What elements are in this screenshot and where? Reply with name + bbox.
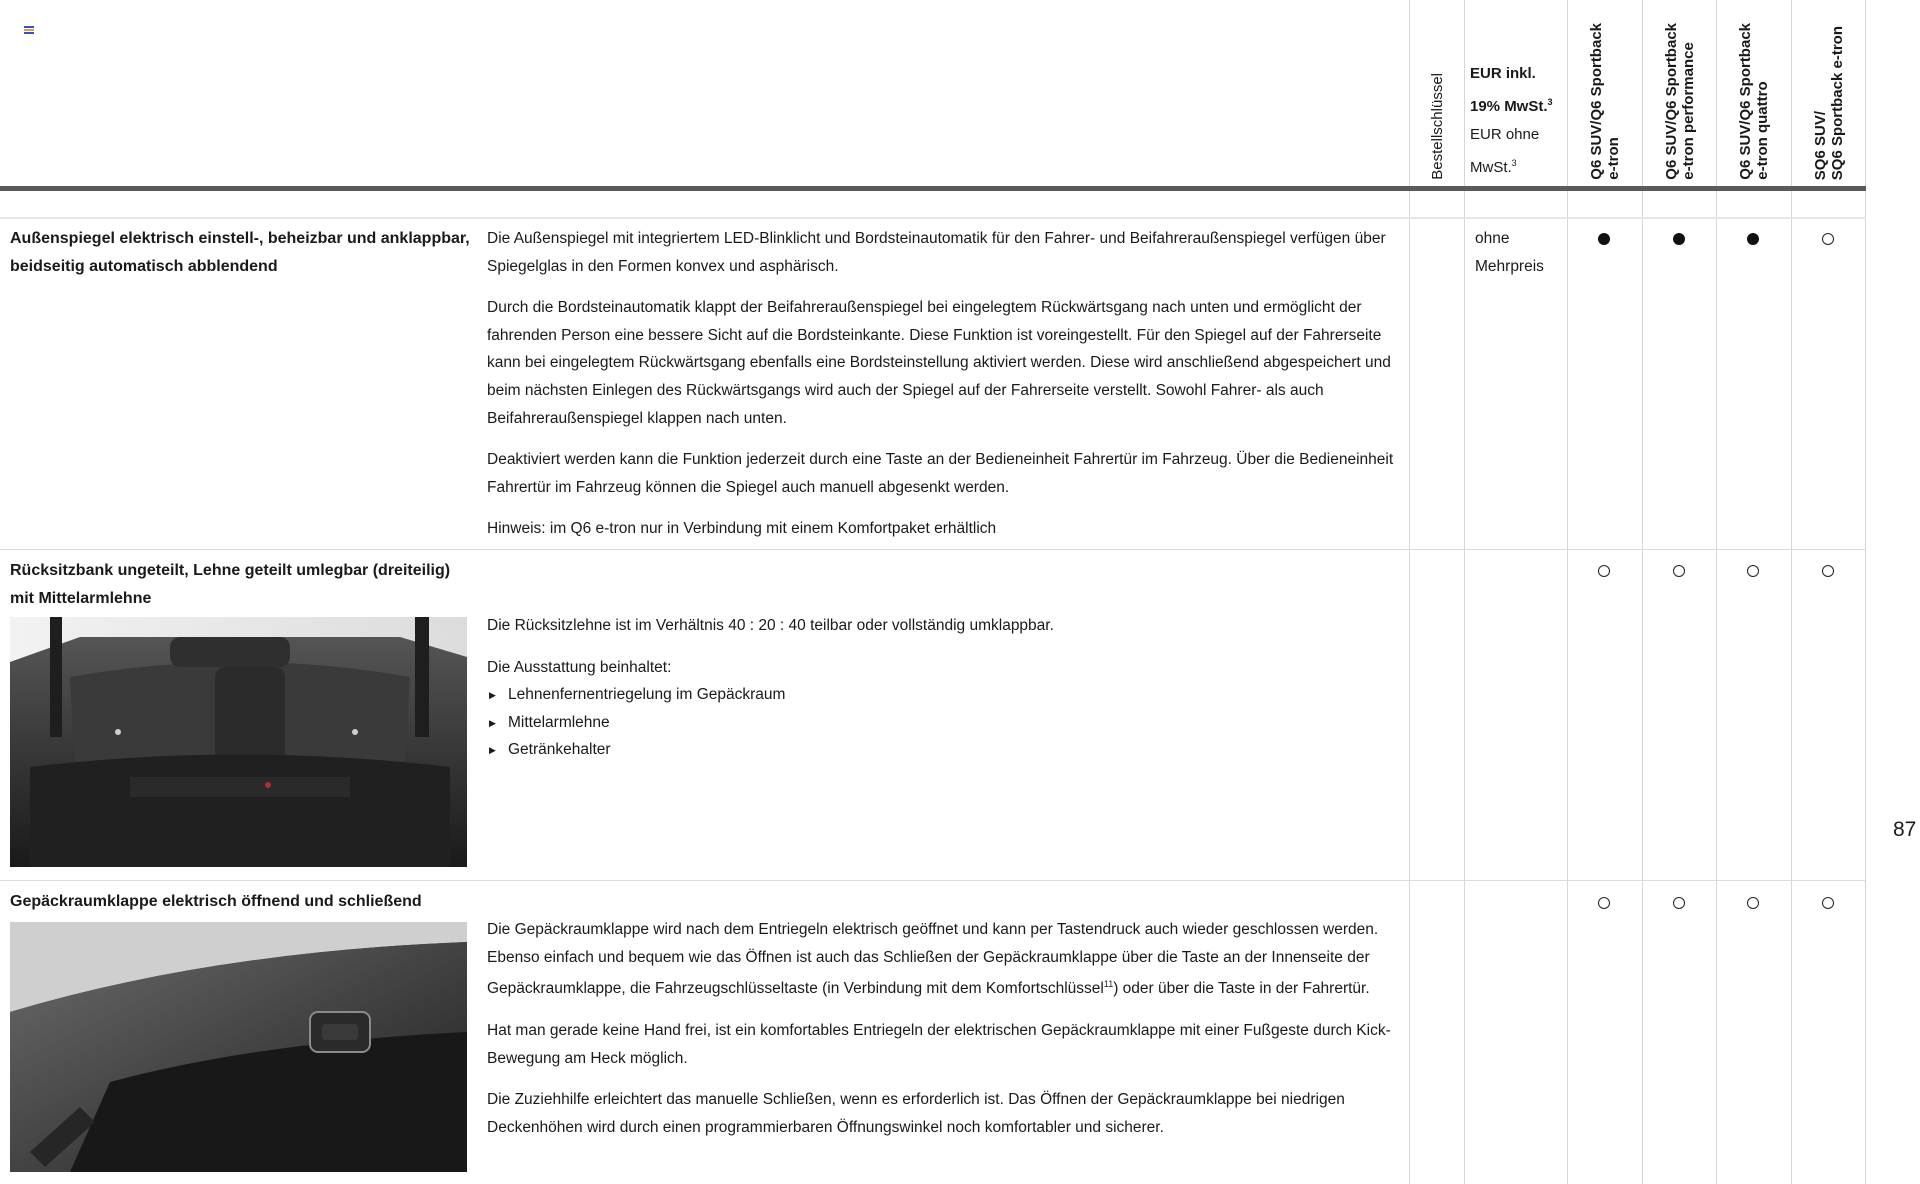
header-rule (0, 186, 1866, 191)
row-title-rear-seat: Rücksitzbank ungeteilt, Lehne geteilt umlegbar (dreiteilig) mit Mittelarmlehne (10, 562, 451, 607)
price-header: EUR inkl. 19% MwSt.$^3$ EUR ohne MwSt.$^3$ (1470, 65, 1553, 176)
order-key-header: Bestellschlüssel (1428, 73, 1446, 180)
row-description-mirrors: Die Außenspiegel mit integriertem LED-Blinklicht und Bordsteinautomatik für den Fahrer- und Beifahreraußenspiegel verfügen über Spiegelglas in den Formen konvex und asphärisch. Durch die Bordsteinautomatik klappt der Beifahreraußenspiegel bei eingelegtem Rückwärtsgang nach unten und ermöglicht der fahrenden Person eine bessere Sicht auf die Bordsteinkante. Diese Funktion ist voreingestellt. Für den Spiegel auf der Fahrerseite kann bei eingelegtem Rückwärtsgang ebenfalls eine Bordsteinstellung aktiviert werden. Diese wird anschließend abgespeichert und beim nächsten Einlegen des Rückwärtsgangs wird auch der Spiegel auf der Fahrerseite verstellt. Sowohl Fahrer- als auch Beifahreraußenspiegel klappen nach unten. Deaktiviert werden kann die Funktion jederzeit durch eine Taste an der Bedieneinheit Fahrertür im Fahrzeug. Über die Bedieneinheit Fahrertür im Fahrzeug können die Spiegel auch manuell abgesenkt werden. Hinweis: im Q6 e-tron nur in Verbindung mit einem Komfortpaket erhältlich (487, 230, 1394, 538)
list-item: ▶ Getränkehalter (487, 736, 1402, 764)
row-separator (0, 549, 1866, 550)
model-header-q6-performance: Q6 SUV/Q6 Sportback e-tron performance (1663, 23, 1697, 180)
model-header-q6-quattro: Q6 SUV/Q6 Sportback e-tron quattro (1737, 23, 1771, 180)
optional-mark-icon (1673, 897, 1685, 909)
optional-mark-icon (1598, 565, 1610, 577)
language-flag-icon[interactable] (24, 26, 34, 33)
row-title-tailgate: Gepäckraumklappe elektrisch öffnend und schließend (10, 893, 422, 910)
standard-mark-icon (1598, 233, 1610, 245)
optional-mark-icon (1822, 565, 1834, 577)
row-price-mirrors: ohne Mehrpreis (1475, 230, 1544, 275)
optional-mark-icon (1673, 565, 1685, 577)
optional-mark-icon (1598, 897, 1610, 909)
optional-mark-icon (1822, 233, 1834, 245)
standard-mark-icon (1747, 233, 1759, 245)
optional-mark-icon (1747, 565, 1759, 577)
list-item: ▶ Mittelarmlehne (487, 709, 1402, 737)
row-description-tailgate: Die Gepäckraumklappe wird nach dem Entriegeln elektrisch geöffnet und kann per Tastendruck auch wieder geschlossen werden. Ebenso einfach und bequem wie das Öffnen ist auch das Schließen der Gepäckraumklappe über die Taste an der Innenseite der Gepäckraumklappe, die Fahrzeugschlüsseltaste (in Verbindung mit dem Komfortschlüssel$^{11}$) oder über die Taste in der Fahrertür. Hat man gerade keine Hand frei, ist ein komfortables Entriegeln der elektrischen Gepäckraumklappe mit einer Fußgeste durch Kick-Bewegung am Heck möglich. Die Zuziehhilfe erleichtert das manuelle Schließen, wenn es erforderlich ist. Das Öffnen der Gepäckraumklappe bei niedrigen Deckenhöhen wird durch einen programmierbaren Öffnungswinkel noch komfortabler und sicherer. (487, 921, 1391, 1136)
row-description-rear-seat: Die Rücksitzlehne ist im Verhältnis 40 : 20 : 40 teilbar oder vollständig umklappbar. Die Ausstattung beinhaltet: ▶ Lehnenfernentriegelung im Gepäckraum ▶ Mittelarmlehne ▶ Getränkehalter (487, 612, 1402, 764)
model-header-q6: Q6 SUV/Q6 Sportback e-tron (1588, 23, 1622, 180)
rear-seat-photo (10, 617, 467, 867)
optional-mark-icon (1822, 897, 1834, 909)
equipment-list (487, 681, 1402, 764)
header-subrule (0, 217, 1866, 219)
model-header-sq6: SQ6 SUV/ SQ6 Sportback e-tron (1812, 25, 1846, 180)
list-item: ▶ Lehnenfernentriegelung im Gepäckraum (487, 681, 1402, 709)
tailgate-photo (10, 922, 467, 1172)
optional-mark-icon (1747, 897, 1759, 909)
page-number: 87 (1893, 818, 1917, 841)
row-title-mirrors: Außenspiegel elektrisch einstell-, beheizbar und anklappbar, beidseitig automatisch abblendend (10, 230, 470, 275)
row-separator (0, 880, 1866, 881)
standard-mark-icon (1673, 233, 1685, 245)
